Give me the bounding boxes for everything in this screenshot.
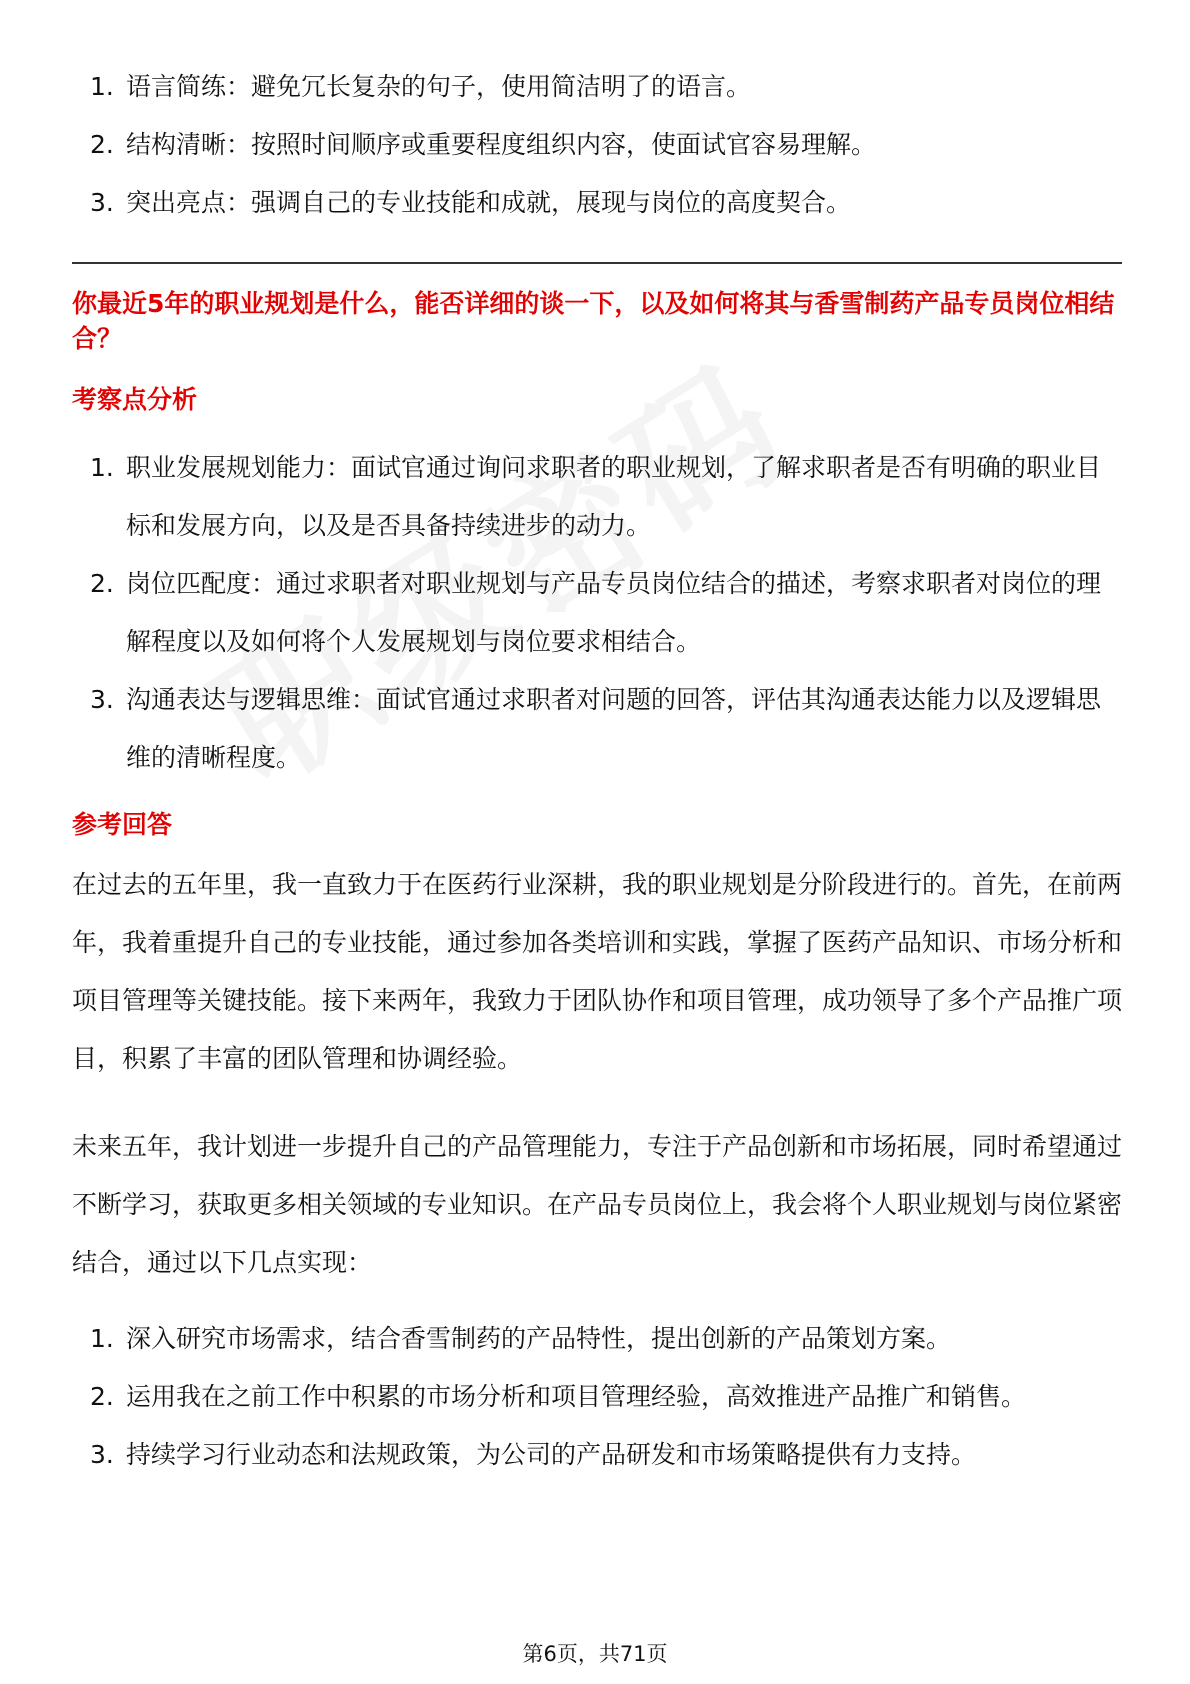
list-item: 3. 突出亮点：强调自己的专业技能和成就，展现与岗位的高度契合。 xyxy=(90,188,852,217)
page-content xyxy=(72,58,1122,1484)
question-heading: 你最近5年的职业规划是什么，能否详细的谈一下，以及如何将其与香雪制药产品专员岗位相结合？ xyxy=(72,289,1115,353)
list-item: 2. 岗位匹配度：通过求职者对职业规划与产品专员岗位结合的描述，考察求职者对岗位的理解程度以及如何将个人发展规划与岗位要求相结合。 xyxy=(90,569,1102,656)
list-item: 3. 沟通表达与逻辑思维：面试官通过求职者对问题的回答，评估其沟通表达能力以及逻辑思维的清晰程度。 xyxy=(90,685,1102,772)
answer-paragraph-1: 在过去的五年里，我一直致力于在医药行业深耕，我的职业规划是分阶段进行的。首先，在前两年，我着重提升自己的专业技能，通过参加各类培训和实践，掌握了医药产品知识、市场分析和项目管理等关键技能。接下来两年，我致力于团队协作和项目管理，成功领导了多个产品推广项目，积累了丰富的团队管理和协调经验。 xyxy=(72,870,1123,1073)
list-item: 2. 结构清晰：按照时间顺序或重要程度组织内容，使面试官容易理解。 xyxy=(90,130,877,159)
answer-paragraph-2: 未来五年，我计划进一步提升自己的产品管理能力，专注于产品创新和市场拓展，同时希望通过不断学习，获取更多相关领域的专业知识。在产品专员岗位上，我会将个人职业规划与岗位紧密结合，通过以下几点实现： xyxy=(72,1132,1123,1277)
intro-list xyxy=(72,58,1122,232)
analysis-list xyxy=(72,439,1122,787)
list-item: 3. 持续学习行业动态和法规政策，为公司的产品研发和市场策略提供有力支持。 xyxy=(90,1440,977,1469)
page-number: 第6页，共71页 xyxy=(522,1642,668,1666)
list-item: 1. 职业发展规划能力：面试官通过询问求职者的职业规划，了解求职者是否有明确的职业目标和发展方向，以及是否具备持续进步的动力。 xyxy=(90,453,1102,540)
list-item: 1. 深入研究市场需求，结合香雪制药的产品特性，提出创新的产品策划方案。 xyxy=(90,1324,952,1353)
list-item: 1. 语言简练：避免冗长复杂的句子，使用简洁明了的语言。 xyxy=(90,72,752,101)
answer-title: 参考回答 xyxy=(72,810,173,839)
list-item: 2. 运用我在之前工作中积累的市场分析和项目管理经验，高效推进产品推广和销售。 xyxy=(90,1382,1027,1411)
section-divider xyxy=(72,262,1122,264)
analysis-title: 考察点分析 xyxy=(72,385,198,414)
answer-list xyxy=(72,1310,1122,1484)
